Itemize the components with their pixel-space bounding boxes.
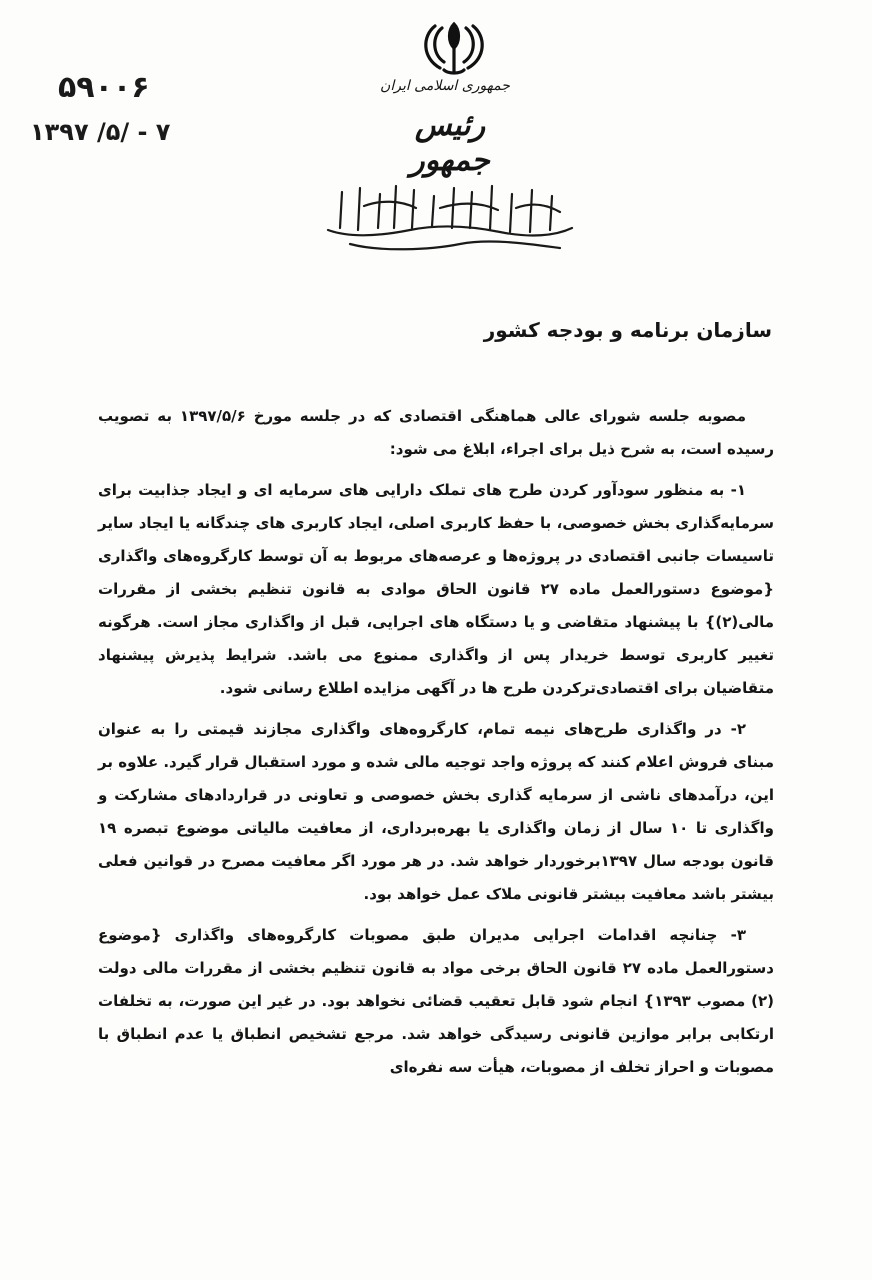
- bismillah-calligraphy: [320, 178, 580, 258]
- paragraph-intro: مصوبه جلسه شورای عالی هماهنگی اقتصادی که در جلسه مورخ ۱۳۹۷/۵/۶ به تصویب رسیده است، به شرح ذیل برای اجراء، ابلاغ می شود:: [98, 407, 774, 458]
- iran-emblem-icon: [418, 18, 490, 78]
- paragraph-clause-1: ۱- به منظور سودآور کردن طرح های تملک دارایی های سرمایه ای و ایجاد جذابیت برای سرمایه‌گذاری بخش خصوصی، با حفظ کاربری اصلی، ایجاد کاربری های چندگانه یا ایجاد سایر تاسیسات جانبی اقتصادی در پروژه‌ها و عرصه‌های مربوط به آن توسط کارگروه‌های واگذاری {موضوع دستورالعمل ماده ۲۷ قانون الحاق موادی به قانون تنظیم بخشی از مقررات مالی(۲)} با پیشنهاد متقاضی و یا دستگاه های اجرایی، قبل از واگذاری مجاز است. هرگونه تغییر کاربری توسط خریدار پس از واگذاری ممنوع می باشد. شرایط پذیرش پیشنهاد متقاضیان برای اقتصادی‌ترکردن طرح ها در آگهی مزایده اطلاع رسانی شود.: [98, 481, 775, 697]
- document-date: ۱۳۹۷ /۵/ - ۷: [30, 118, 171, 146]
- paragraph-clause-2: ۲- در واگذاری طرح‌های نیمه تمام، کارگروه‌های واگذاری مجازند قیمتی را به عنوان مبنای فروش اعلام کنند که پروژه واجد توجیه مالی شده و مورد استقبال قرار گیرد. علاوه بر این، درآمدهای ناشی از سرمایه گذاری بخش خصوصی و تعاونی در قراردادهای مشارکت و واگذاری تا ۱۰ سال از زمان واگذاری یا بهره‌برداری، از معافیت مالیاتی موضوع تبصره ۱۹ قانون بودجه سال ۱۳۹۷برخوردار خواهد شد. در هر مورد اگر معافیت مصرح در قوانین فعلی بیشتر باشد معافیت بیشتر قانونی ملاک عمل خواهد بود.: [98, 720, 775, 903]
- recipient-heading: سازمان برنامه و بودجه کشور: [483, 318, 772, 342]
- letterhead-office: رئیس جمهور: [410, 108, 490, 178]
- letterhead-republic: جمهوری اسلامی ایران: [380, 78, 510, 94]
- document-number: ۵۹۰۰۶: [58, 70, 150, 105]
- letter-body: [98, 400, 774, 1092]
- paragraph-clause-3: ۳- چنانچه اقدامات اجرایی مدیران طبق مصوبات کارگروه‌های واگذاری {موضوع دستورالعمل ماده ۲۷ قانون الحاق برخی مواد به قانون تنظیم بخشی از مقررات مالی دولت (۲) مصوب ۱۳۹۳} انجام شود قابل تعقیب قضائی نخواهد بود. در غیر این صورت، به تخلفات ارتکابی برابر موازین قانونی رسیدگی خواهد شد. مرجع تشخیص انطباق یا عدم انطباق با مصوبات و احراز تخلف از مصوبات، هیأت سه نفره‌ای: [98, 926, 774, 1076]
